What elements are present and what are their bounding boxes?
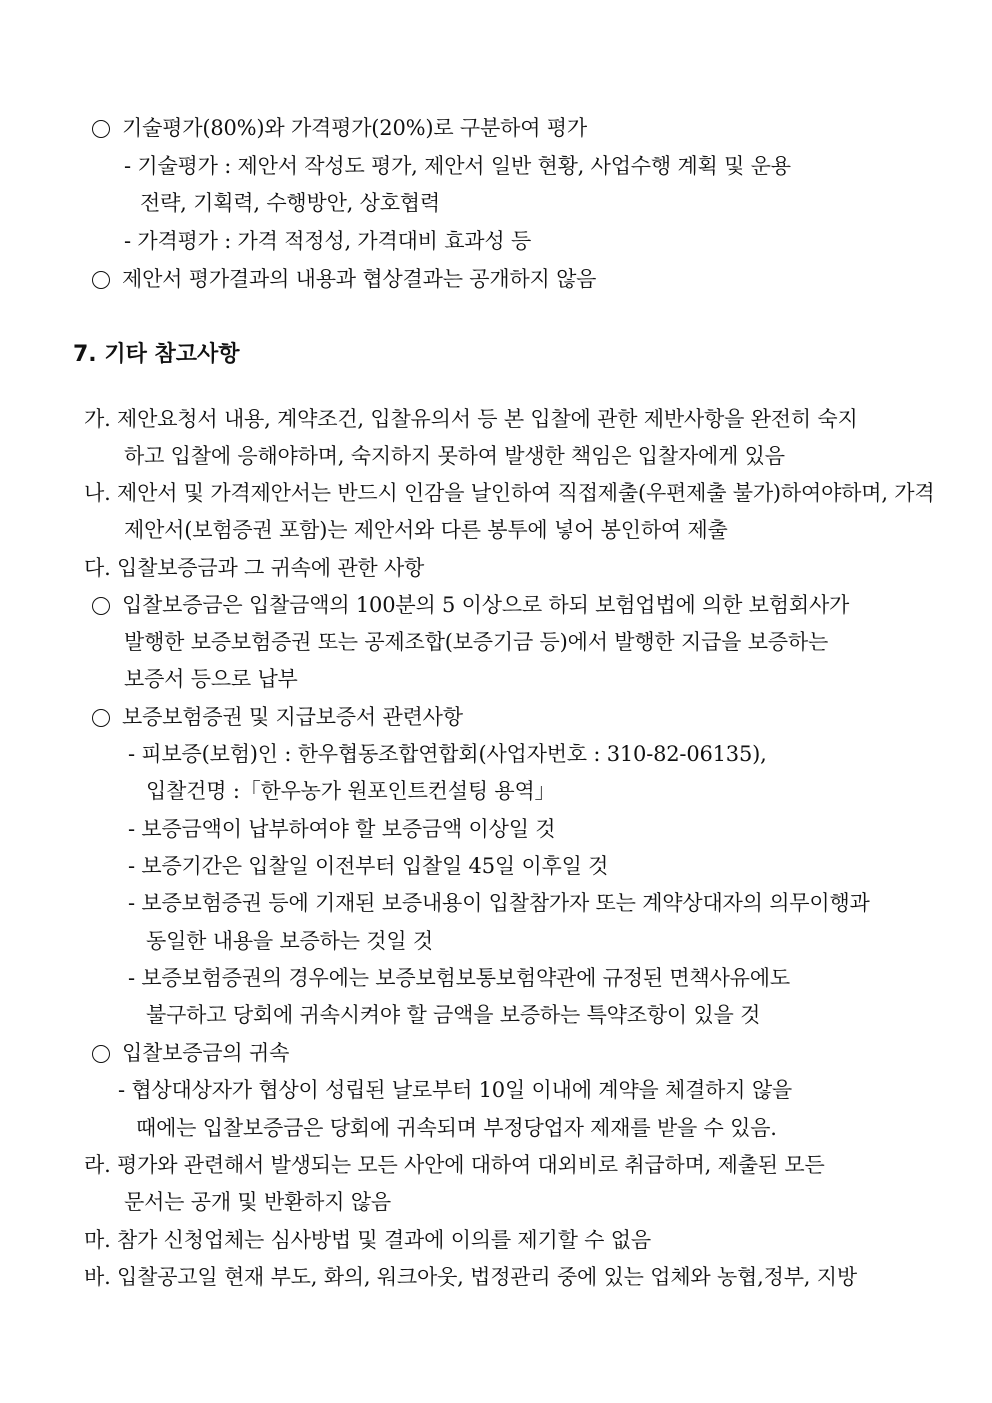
section-7-heading: 7. 기타 참고사항 bbox=[73, 342, 240, 367]
tech-eval-line-2: 전략, 기획력, 수행방안, 상호협력 bbox=[140, 191, 440, 215]
guarantee-amount-line: - 보증금액이 납부하여야 할 보증금액 이상일 것 bbox=[128, 817, 556, 841]
circle-bullet-icon bbox=[92, 709, 110, 727]
circle-bullet-icon bbox=[92, 597, 110, 615]
item-ga-line-1: 가. 제안요청서 내용, 계약조건, 입찰유의서 등 본 입찰에 관한 제반사항을 완전히 숙지 bbox=[84, 407, 858, 431]
deposit-bullet-3-text: 입찰보증금의 귀속 bbox=[122, 1041, 290, 1065]
deposit-bullet-2 bbox=[92, 704, 463, 730]
evaluation-bullet-2 bbox=[92, 266, 596, 292]
circle-bullet-icon bbox=[92, 1045, 110, 1063]
deposit-bullet-2-text: 보증보험증권 및 지급보증서 관련사항 bbox=[122, 705, 463, 729]
item-ba-line: 바. 입찰공고일 현재 부도, 화의, 워크아웃, 법정관리 중에 있는 업체와 농협,정부, 지방 bbox=[84, 1265, 857, 1289]
evaluation-bullet-1-text: 기술평가(80%)와 가격평가(20%)로 구분하여 평가 bbox=[122, 116, 587, 140]
deposit-bullet-1-line-2: 발행한 보증보험증권 또는 공제조합(보증기금 등)에서 발행한 지급을 보증하는 bbox=[124, 630, 829, 654]
deposit-bullet-1-text: 입찰보증금은 입찰금액의 100분의 5 이상으로 하되 보험업법에 의한 보험회사가 bbox=[122, 593, 850, 617]
insurance-clause-line-2: 불구하고 당회에 귀속시켜야 할 금액을 보증하는 특약조항이 있을 것 bbox=[146, 1003, 761, 1027]
item-na-line-1: 나. 제안서 및 가격제안서는 반드시 인감을 날인하여 직접제출(우편제출 불가)하여야하며, 가격 bbox=[84, 481, 935, 505]
deposit-bullet-3 bbox=[92, 1040, 289, 1066]
deposit-bullet-1 bbox=[92, 592, 849, 618]
item-da-line: 다. 입찰보증금과 그 귀속에 관한 사항 bbox=[84, 556, 425, 580]
insurance-clause-line-1: - 보증보험증권의 경우에는 보증보험보통보험약관에 규정된 면책사유에도 bbox=[128, 966, 790, 990]
guarantee-content-line-2: 동일한 내용을 보증하는 것일 것 bbox=[146, 929, 434, 953]
item-ra-line-1: 라. 평가와 관련해서 발생되는 모든 사안에 대하여 대외비로 취급하며, 제출된 모든 bbox=[84, 1153, 825, 1177]
deposit-bullet-1-line-3: 보증서 등으로 납부 bbox=[124, 667, 298, 691]
item-ma-line: 마. 참가 신청업체는 심사방법 및 결과에 이의를 제기할 수 없음 bbox=[84, 1228, 651, 1252]
price-eval-line: - 가격평가 : 가격 적정성, 가격대비 효과성 등 bbox=[124, 229, 532, 253]
tech-eval-line-1: - 기술평가 : 제안서 작성도 평가, 제안서 일반 현황, 사업수행 계획 및 운용 bbox=[124, 154, 791, 178]
circle-bullet-icon bbox=[92, 120, 110, 138]
circle-bullet-icon bbox=[92, 271, 110, 289]
item-ra-line-2: 문서는 공개 및 반환하지 않음 bbox=[124, 1190, 391, 1214]
guarantee-content-line-1: - 보증보험증권 등에 기재된 보증내용이 입찰참가자 또는 계약상대자의 의무이행과 bbox=[128, 891, 870, 915]
evaluation-bullet-1 bbox=[92, 115, 587, 141]
guarantee-period-line: - 보증기간은 입찰일 이전부터 입찰일 45일 이후일 것 bbox=[128, 854, 609, 878]
evaluation-bullet-2-text: 제안서 평가결과의 내용과 협상결과는 공개하지 않음 bbox=[122, 267, 597, 291]
insured-line-1: - 피보증(보험)인 : 한우협동조합연합회(사업자번호 : 310-82-06135), bbox=[128, 742, 767, 766]
forfeiture-line-1: - 협상대상자가 협상이 성립된 날로부터 10일 이내에 계약을 체결하지 않을 bbox=[118, 1078, 792, 1102]
item-na-line-2: 제안서(보험증권 포함)는 제안서와 다른 봉투에 넣어 봉인하여 제출 bbox=[124, 518, 728, 542]
item-ga-line-2: 하고 입찰에 응해야하며, 숙지하지 못하여 발생한 책임은 입찰자에게 있음 bbox=[124, 444, 785, 468]
insured-line-2: 입찰건명 :「한우농가 원포인트컨설팅 용역」 bbox=[146, 779, 556, 803]
forfeiture-line-2: 때에는 입찰보증금은 당회에 귀속되며 부정당업자 제재를 받을 수 있음. bbox=[136, 1116, 777, 1140]
